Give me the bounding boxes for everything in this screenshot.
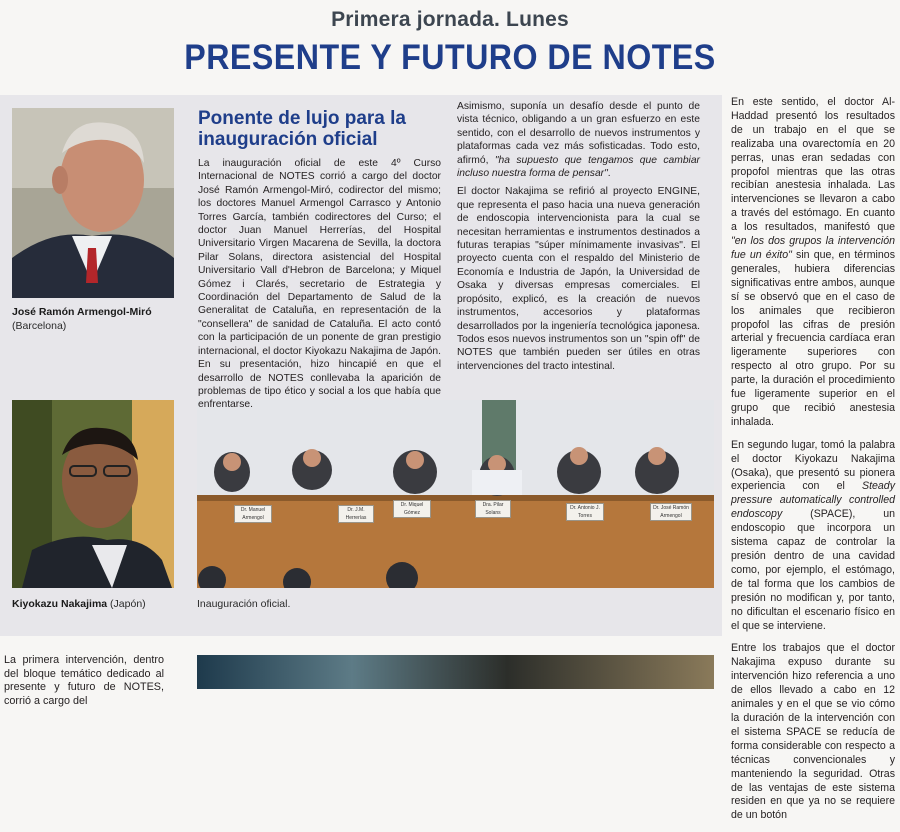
right-column [731, 96, 895, 832]
col2-p1-quote: "ha supuesto que tengamos que cambiar incluso nuestra forma de pensar" [457, 154, 700, 180]
portrait2-caption [12, 597, 182, 611]
nameplate-1: Dr. Manuel Armengol [234, 505, 272, 523]
portrait-armengol-figure [12, 108, 174, 298]
col2-p1-start: Asimismo, suponía un desafío desde el punto de vista técnico, obligando a un gran esfuerzo en este sentido, con el desarrollo de nuevos instrumentos y plataformas cada vez más sofisticadas. Todo esto, afirmó, [457, 101, 700, 166]
bottom-left-text: La primera intervención, dentro del bloque temático dedicado al presente y futuro de NOTES, corrió a cargo del [4, 654, 164, 707]
panel-photo-scene [197, 400, 714, 588]
box-col2-paragraph-1 [457, 100, 700, 180]
right-paragraph-2 [731, 439, 895, 634]
panel-photo [197, 400, 714, 588]
right-paragraph-1 [731, 96, 895, 430]
page-title: PRESENTE Y FUTURO DE NOTES [184, 38, 716, 77]
portrait-nakajima-figure [12, 400, 174, 588]
portrait1-name: José Ramón Armengol-Miró [12, 306, 152, 318]
nameplate-5: Dr. Antonio J. Torres [566, 503, 604, 521]
nameplate-6: Dr. José Ramón Armengol [650, 503, 692, 521]
box-col2-paragraph-2: El doctor Nakajima se refirió al proyecto ENGINE, que representa el paso hacia una nueva generación de endoscopia intervencionista para la cual se necesitan herramientas e instrumentos destinados a futuras terapias "súper mínimamente invasivas". El proyecto cuenta con el respaldo del Ministerio de Economía e Industria de Japón, la Universidad de Osaka y diversas empresas comerciales. El propósito, explicó, es la creación de nuevos instrumentos, accesorios y plataformas desarrollados por la ingeniería tecnológica japonesa. Todos esos nuevos instrumentos son un "spin off" de NOTES que también pueden ser útiles en otras intervenciones del tracto intestinal. [457, 186, 700, 372]
box-column-2 [457, 100, 700, 378]
portrait2-place: (Japón) [107, 598, 146, 610]
portrait-armengol [12, 108, 174, 298]
nameplate-3: Dr. Miquel Gómez [393, 500, 431, 518]
right-paragraph-3: Entre los trabajos que el doctor Nakajima expuso durante su intervención hizo referencia a uno de ellos llevado a cabo en 12 animales y en el que se vio cómo la duración de la intervención con el sistema SPACE se reducía de forma considerable con respecto a técnicas convencionales y manteniendo la seguridad. Otras de las ventajas de este sistema residen en que ya no se requiere de un botón [731, 642, 895, 822]
rp1-start: En este sentido, el doctor Al-Haddad presentó los resultados de un trabajo en el que se realizaba una ovarectomía en 20 perras, unas eran sedadas con propofol mientras que las otras recibían anestesia inhalada. Las intervenciones se llevaron a cabo a través del estómago. En cuanto a los resultados, manifestó que [731, 96, 895, 234]
box-column-1 [198, 157, 441, 417]
portrait1-caption [12, 305, 182, 333]
nameplate-2: Dr. J.M. Herrerías [338, 505, 374, 523]
section-kicker: Primera jornada. Lunes [331, 8, 569, 31]
portrait2-name: Kiyokazu Nakajima [12, 598, 108, 610]
portrait-nakajima [12, 400, 174, 588]
col2-p1-end: . [607, 168, 611, 180]
box-heading: Ponente de lujo para la inauguración oficial [198, 108, 406, 150]
rp1-quote: "en los dos grupos la intervención fue un éxito" [731, 235, 895, 261]
box-col1-paragraph: La inauguración oficial de este 4º Curso Internacional de NOTES corrió a cargo del doctor José Ramón Armengol-Miró, codirector del mismo; los doctores Manuel Armengol Carrasco y Antonio Torres García, también codirectores del Curso; el doctor Juan Manuel Herrerías, del Hospital Universitario Virgen Macarena de Sevilla, la doctora Pilar Solans, directora asistencial del Hospital Universitario Vall d'Hebron de Barcelona; y Miquel Gómez i Clarés, secretario de Estrategia y Coordinación del Departamento de Salud de la Generalitat de Cataluña, en representación de la "consellera" de sanidad de Cataluña. El acto contó con la participación de un ponente de gran prestigio internacional, el doctor Kiyokazu Nakajima de Japón. En su presentación, hizo hincapié en que el desarrollo de NOTES conllevaba la aparición de problemas de tipo ético y social a los que había que enfrentarse. [198, 158, 441, 411]
panel-caption: Inauguración oficial. [197, 598, 291, 610]
portrait1-place: (Barcelona) [12, 320, 67, 332]
rp2-italic: Steady pressure automatically controlled endoscopy [731, 480, 895, 521]
rp2-end: (SPACE), un endoscopio que incorpora un sistema capaz de controlar la presión dentro de una cavidad como, por ejemplo, el estómago, de tal forma que los cambios de presión no modifican y, por tanto, no dificultan el escenario físico en el que se interviene. [731, 508, 895, 632]
bottom-photo [197, 655, 714, 689]
rp1-end: sin que, en términos generales, hubiera diferencias significativas entre ambos, aunque sí se observó que en el caso de los animales que recibieron propofol las cifras de presión arterial y frecuencia cardíaca eran ligeramente superiores con respecto al otro grupo. Por su parte, la duración el procedimiento fue ligeramente superior en el grupo que recibió anestesia inhalada. [731, 248, 895, 428]
rp2-start: En segundo lugar, tomó la palabra el doctor Kiyokazu Nakajima (Osaka), que presentó su pionera experiencia con el [731, 438, 895, 493]
nameplate-4: Dra. Pilar Solans [475, 500, 511, 518]
